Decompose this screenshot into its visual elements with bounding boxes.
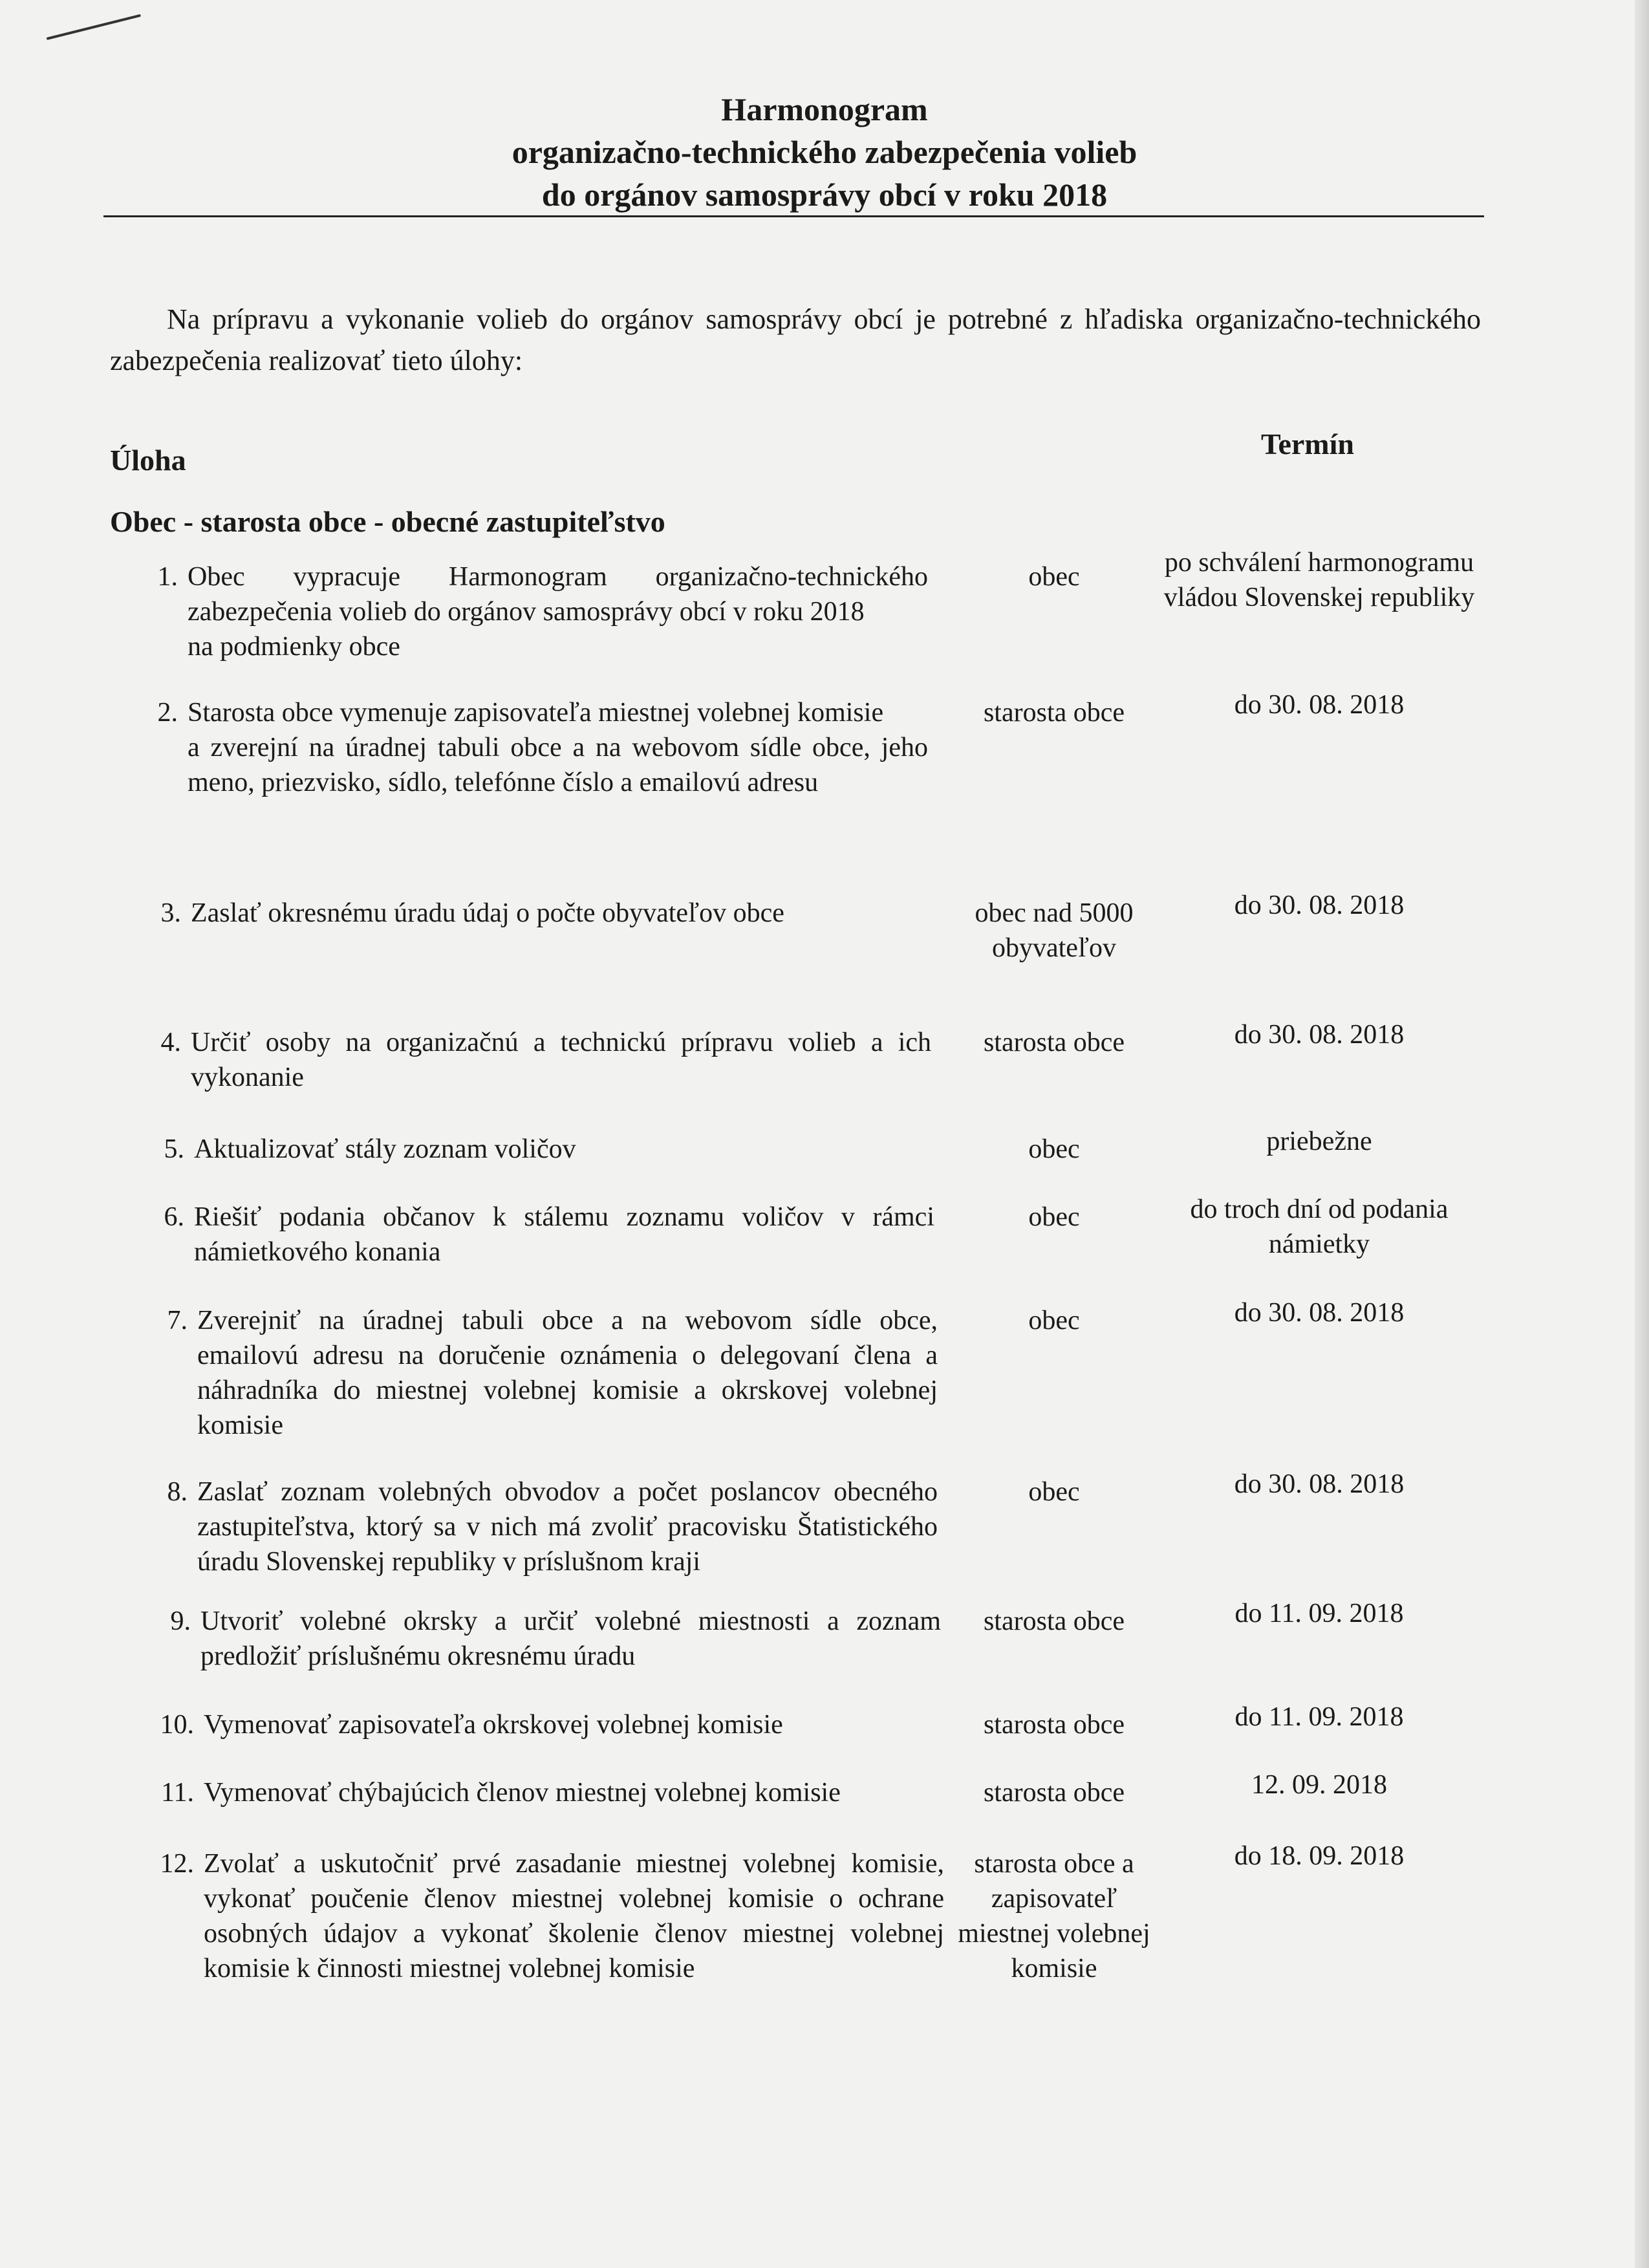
row-task [191,896,931,931]
row-term: priebežne [1266,1127,1372,1156]
row-responsible: obec [1028,562,1080,592]
row-responsible: starosta obce [983,1710,1125,1740]
row-task-text: Zverejniť na úradnej tabuli obce a na webovom sídle obce, emailovú adresu na doručenie oznámenia o delegovaní člena a náhradníka do miestnej volebnej komisie a okrskovej volebnej komisie [197,1306,938,1440]
title-line-2: organizačno-technického zabezpečenia volieb [512,134,1137,170]
row-task-text: Zaslať okresnému úradu údaj o počte obyvateľov obce [191,898,784,928]
row-task [188,559,928,664]
row-task-text: Aktualizovať stály zoznam voličov [194,1134,576,1164]
row-task [188,695,928,800]
row-task [204,1775,944,1810]
row-task [200,1604,941,1674]
row-term: do 30. 08. 2018 [1234,690,1405,720]
column-head-task: Úloha [110,444,186,477]
row-task-text: Určiť osoby na organizačnú a technickú prípravu volieb a ich vykonanie [191,1028,931,1092]
row-responsible: obec [1028,1202,1080,1232]
row-term: do 30. 08. 2018 [1234,1469,1405,1499]
row-number: 5. [164,1134,184,1164]
row-term: do 30. 08. 2018 [1234,891,1405,920]
row-task-text: Vymenovať chýbajúcich členov miestnej volebnej komisie [204,1778,841,1808]
row-task-text: a zverejní na úradnej tabuli obce a na webovom sídle obce, jeho meno, priezvisko, sídlo, telefónne číslo a emailovú adresu [188,733,928,797]
row-term: 12. 09. 2018 [1251,1770,1387,1800]
row-task [194,1200,934,1269]
row-task-text: Riešiť podania občanov k stálemu zoznamu voličov v rámci námietkového konania [194,1202,934,1267]
row-term: po schválení harmonogramu vládou Slovenskej republiky [1163,548,1475,612]
row-task [204,1846,944,1986]
column-head-term: Termín [1261,427,1354,460]
row-responsible: starosta obce a zapisovateľ miestnej volebnej komisie [958,1849,1150,1983]
row-number: 7. [167,1306,188,1335]
row-number: 2. [157,698,178,728]
row-term: do 30. 08. 2018 [1234,1020,1405,1050]
row-term: do 11. 09. 2018 [1234,1599,1404,1628]
row-task [204,1707,944,1742]
row-responsible: obec [1028,1134,1080,1164]
row-responsible: obec [1028,1477,1080,1507]
row-number: 4. [160,1028,181,1057]
page-edge [1635,0,1649,2268]
row-responsible: starosta obce [983,1778,1125,1808]
row-number: 10. [160,1710,194,1740]
row-responsible: starosta obce [983,1028,1125,1057]
row-task [197,1474,938,1579]
row-term: do 18. 09. 2018 [1234,1841,1405,1871]
row-task-text: na podmienky obce [188,632,400,662]
row-number: 9. [170,1606,191,1636]
section-title: Obec - starosta obce - obecné zastupiteľstvo [110,505,665,538]
row-responsible: obec nad 5000 obyvateľov [975,898,1134,963]
row-task-text: Obec vypracuje Harmonogram organizačno-technického zabezpečenia volieb do orgánov samosprávy obcí v roku 2018 [188,562,928,627]
row-number: 12. [160,1849,194,1879]
row-number: 11. [161,1778,194,1808]
row-task-text: Starosta obce vymenuje zapisovateľa miestnej volebnej komisie [188,698,884,728]
row-number: 6. [164,1202,184,1232]
row-number: 1. [157,562,178,592]
row-task-text: Zaslať zoznam volebných obvodov a počet poslancov obecného zastupiteľstva, ktorý sa v nich má zvoliť pracovisku Štatistického úradu Slovenskej republiky v príslušnom kraji [197,1477,938,1577]
row-term: do 30. 08. 2018 [1234,1298,1405,1328]
row-term: do 11. 09. 2018 [1234,1702,1404,1732]
row-task [191,1025,931,1095]
row-term: do troch dní od podania námietky [1190,1194,1449,1259]
row-responsible: starosta obce [983,698,1125,728]
title-rule [103,215,1484,217]
row-responsible: obec [1028,1306,1080,1335]
row-task [194,1132,934,1167]
row-number: 3. [160,898,181,928]
title-line-3: do orgánov samosprávy obcí v roku 2018 [541,177,1108,213]
row-task [197,1303,938,1443]
row-responsible: starosta obce [983,1606,1125,1636]
row-task-text: Utvoriť volebné okrsky a určiť volebné miestnosti a zoznam predložiť príslušnému okresnému úradu [200,1606,941,1671]
intro-paragraph: Na prípravu a vykonanie volieb do orgánov samosprávy obcí je potrebné z hľadiska organizačno-technického zabezpečenia realizovať tieto úlohy: [110,303,1481,376]
row-task-text: Vymenovať zapisovateľa okrskovej volebnej komisie [204,1710,783,1740]
pen-mark [47,14,142,40]
row-task-text: Zvolať a uskutočniť prvé zasadanie miestnej volebnej komisie, vykonať poučenie členov miestnej volebnej komisie o ochrane osobných údajov a vykonať školenie členov miestnej volebnej komisie k činnosti miestnej volebnej komisie [204,1849,944,1983]
row-number: 8. [167,1477,188,1507]
title-line-1: Harmonogram [721,91,928,127]
